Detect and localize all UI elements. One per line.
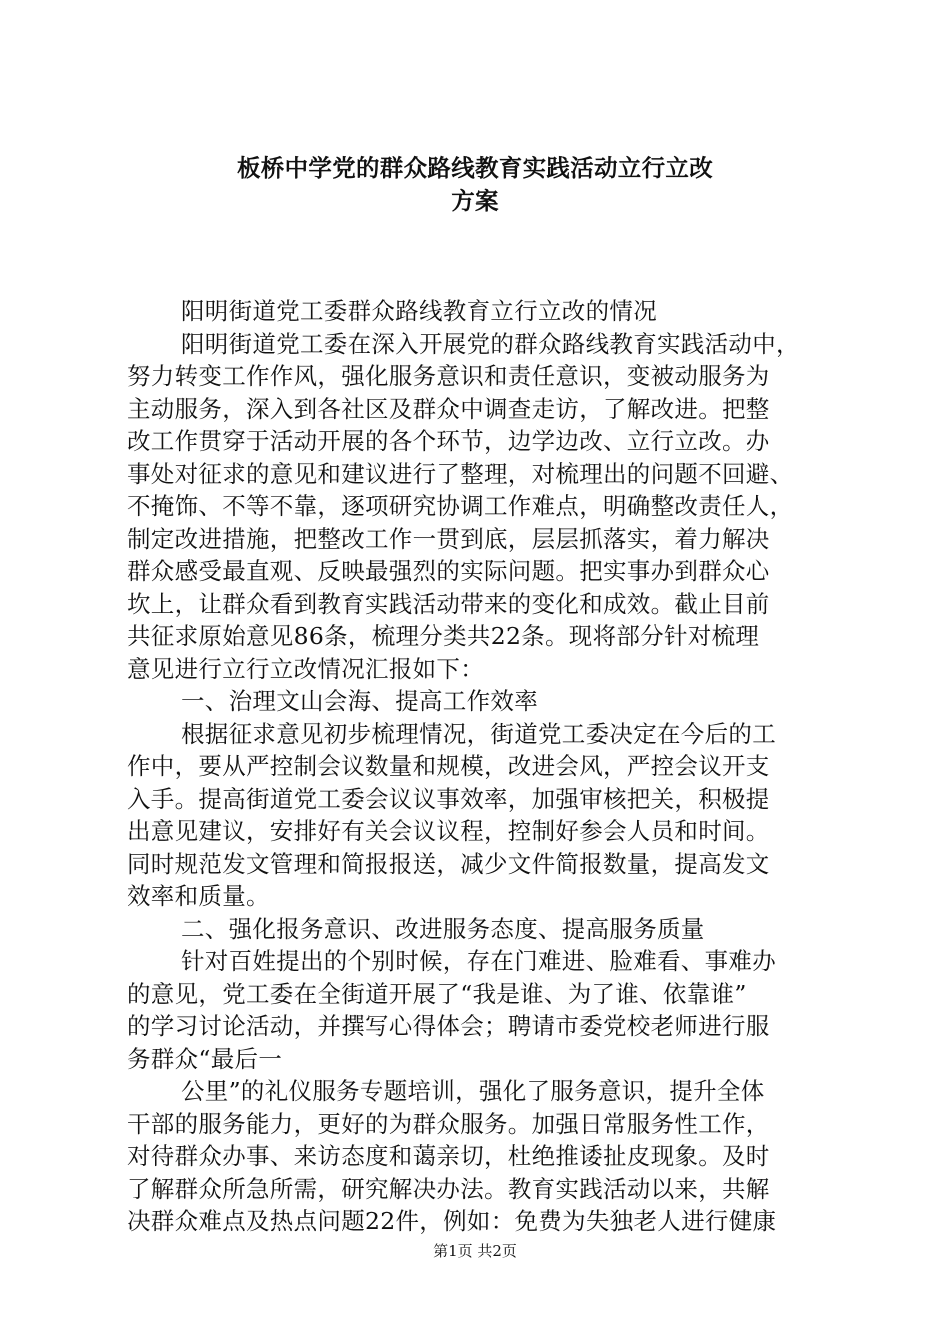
paragraph-line: 出意见建议，安排好有关会议议程，控制好参会人员和时间。 xyxy=(127,817,770,845)
paragraph-line: 制定改进措施，把整改工作一贯到底，层层抓落实，着力解决 xyxy=(127,524,770,553)
paragraph-line: 努力转变工作作风，强化服务意识和责任意识，变被动服务为 xyxy=(127,362,770,390)
paragraph-line: 的意见，党工委在全街道开展了“我是谁、为了谁、依靠谁” xyxy=(127,979,747,1008)
paragraph-line: 意见进行立行立改情况汇报如下： xyxy=(127,654,484,683)
paragraph-line: 不掩饰、不等不靠，逐项研究协调工作难点，明确整改责任人， xyxy=(127,492,794,520)
paragraph-line: 公里”的礼仪服务专题培训，强化了服务意识，提升全体 xyxy=(181,1077,765,1105)
paragraph-line: 务群众“最后一 xyxy=(127,1044,283,1073)
paragraph-line: 群众感受最直观、反映最强烈的实际问题。把实事办到群众心 xyxy=(127,557,770,585)
paragraph-line: 根据征求意见初步梳理情况，街道党工委决定在今后的工 xyxy=(181,719,776,748)
paragraph-line: 效率和质量。 xyxy=(127,882,270,910)
paragraph-line: 决群众难点及热点问题22件，例如：免费为失独老人进行健康 xyxy=(127,1207,777,1235)
paragraph-line: 了解群众所急所需，研究解决办法。教育实践活动以来，共解 xyxy=(127,1174,770,1203)
document-body xyxy=(127,295,837,1238)
document-title xyxy=(100,152,850,217)
paragraph-line: 入手。提高街道党工委会议议事效率，加强审核把关，积极提 xyxy=(127,784,770,813)
section-heading: 二、强化报务意识、改进服务态度、提高服务质量 xyxy=(181,914,705,943)
page-number-footer: 第1页 共2页 xyxy=(433,1242,517,1260)
paragraph-line: 坎上，让群众看到教育实践活动带来的变化和成效。截止目前 xyxy=(127,589,770,618)
paragraph-line: 作中，要从严控制会议数量和规模，改进会风，严控会议开支 xyxy=(127,752,770,780)
paragraph-line: 改工作贯穿于活动开展的各个环节，边学边改、立行立改。办 xyxy=(127,427,770,455)
title-line: 板桥中学党的群众路线教育实践活动立行立改 xyxy=(237,154,713,182)
paragraph-line: 阳明街道党工委在深入开展党的群众路线教育实践活动中， xyxy=(181,329,800,358)
paragraph-line: 的学习讨论活动，并撰写心得体会；聘请市委党校老师进行服 xyxy=(127,1012,770,1040)
title-line: 方案 xyxy=(451,186,499,215)
paragraph-line: 共征求原始意见86条，梳理分类共22条。现将部分针对梳理 xyxy=(127,622,760,650)
section-heading: 一、治理文山会海、提高工作效率 xyxy=(181,687,538,715)
paragraph-line: 干部的服务能力，更好的为群众服务。加强日常服务性工作， xyxy=(127,1109,770,1138)
subtitle-line: 阳明街道党工委群众路线教育立行立改的情况 xyxy=(181,297,657,325)
paragraph-line: 同时规范发文管理和简报报送，减少文件简报数量，提高发文 xyxy=(127,849,770,878)
paragraph-line: 针对百姓提出的个别时候，存在门难进、脸难看、事难办 xyxy=(181,947,776,975)
paragraph-line: 主动服务，深入到各社区及群众中调查走访，了解改进。把整 xyxy=(127,394,770,423)
paragraph-line: 事处对征求的意见和建议进行了整理，对梳理出的问题不回避、 xyxy=(127,459,794,488)
paragraph-line: 对待群众办事、来访态度和蔼亲切，杜绝推诿扯皮现象。及时 xyxy=(127,1142,770,1170)
